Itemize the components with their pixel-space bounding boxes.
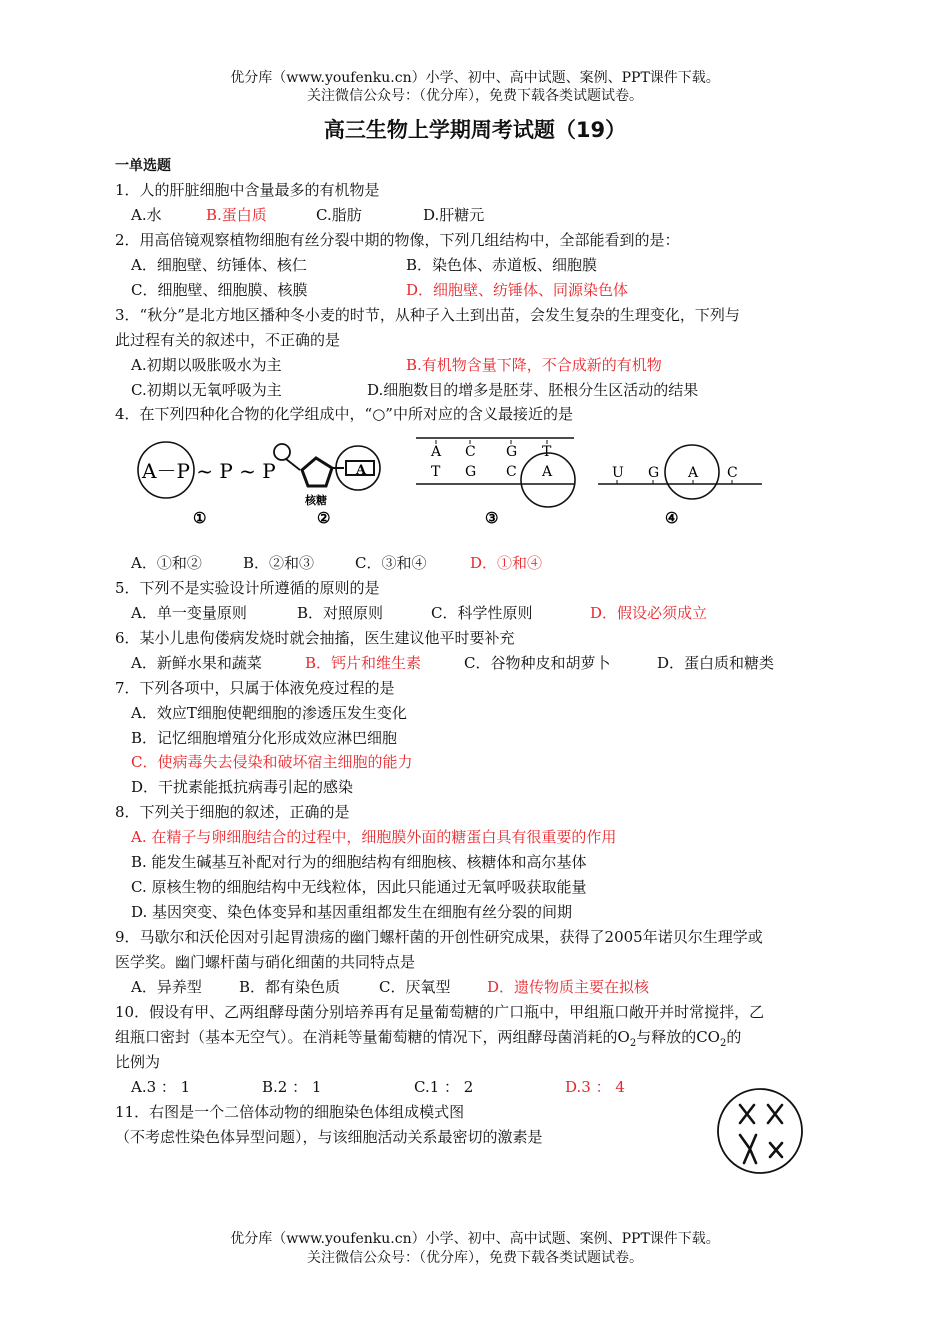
section-heading: 一单选题 [115,158,171,174]
q4-option-a: A．①和② [131,554,202,572]
svg-text:A: A [688,465,699,481]
q2-option-a: A．细胞壁、纺锤体、核仁 [131,256,307,274]
q4-stem: 4．在下列四种化合物的化学组成中，“○”中所对应的含义最接近的是 [115,405,573,423]
header-line-1: 优分库（www.youfenku.cn）小学、初中、高中试题、案例、PPT课件下载。 [230,70,720,86]
q3-option-d: D.细胞数目的增多是胚芽、胚根分生区活动的结果 [367,381,699,399]
q2-stem: 2．用高倍镜观察植物细胞有丝分裂中期的物像，下列几组结构中，全部能看到的是： [115,231,680,249]
q8-option-b: B. 能发生碱基互补配对行为的细胞结构有细胞核、核糖体和高尔基体 [131,853,587,871]
svg-text:C: C [465,444,476,460]
q9-stem-line-1: 9．马歇尔和沃伦因对引起胃溃疡的幽门螺杆菌的开创性研究成果，获得了2005年诺贝尔生理学或 [115,928,763,946]
q1-option-a: A.水 [131,206,162,224]
q6-option-a: A．新鲜水果和蔬菜 [131,654,262,672]
q3-option-a: A.初期以吸胀吸水为主 [131,356,282,374]
q10-option-d-answer: D.3 ： 4 [565,1078,625,1096]
q6-option-d: D．蛋白质和糖类 [657,654,775,672]
svg-text:C: C [506,464,517,480]
q9-option-b: B．都有染色质 [239,978,341,996]
header-line-2: 关注微信公众号：（优分库），免费下载各类试题试卷。 [307,88,643,104]
q10-option-b: B.2 ： 1 [262,1078,322,1096]
footer-line-2: 关注微信公众号：（优分库），免费下载各类试题试卷。 [307,1250,643,1266]
q11-stem-line-1: 11．右图是一个二倍体动物的细胞染色体组成模式图 [115,1103,465,1121]
q8-stem: 8．下列关于细胞的叙述，正确的是 [115,803,350,821]
q6-stem: 6．某小儿患佝偻病发烧时就会抽搐，医生建议他平时要补充 [115,629,515,647]
q8-option-a-answer: A. 在精子与卵细胞结合的过程中，细胞膜外面的糖蛋白具有很重要的作用 [131,828,617,846]
figure-1-label: A－P ~ P ~ P [142,459,276,483]
figure-2-number: ② [317,509,331,527]
q1-option-c: C.脂肪 [316,206,362,224]
figure-4-rna [598,445,762,527]
cell-chromosome-figure [714,1087,806,1175]
svg-text:U: U [612,465,624,481]
q2-option-d-answer: D．细胞壁、纺锤体、同源染色体 [406,281,629,299]
q10-option-c: C.1 ： 2 [414,1078,474,1096]
q11-stem-line-2: （不考虑性染色体异型问题），与该细胞活动关系最密切的激素是 [115,1128,543,1146]
figure-1-atp [138,442,276,527]
svg-text:G: G [506,444,518,460]
q10-stem-line-3: 比例为 [115,1053,161,1071]
page-title: 高三生物上学期周考试题（19） [323,118,627,142]
svg-text:C: C [727,465,738,481]
svg-text:G: G [648,465,660,481]
q4-option-b: B．②和③ [243,554,315,572]
q9-option-a: A．异养型 [131,978,202,996]
q2-option-b: B．染色体、赤道板、细胞膜 [406,256,598,274]
q9-option-c: C．厌氧型 [379,978,451,996]
q6-option-b-answer: B．钙片和维生素 [305,654,422,672]
figure-3-dna [416,438,575,527]
svg-text:A: A [542,464,553,480]
q10-option-a: A.3 ： 1 [131,1078,191,1096]
figure-3-number: ③ [485,509,499,527]
q6-option-c: C．谷物种皮和胡萝卜 [464,654,611,672]
q1-option-b-answer: B.蛋白质 [206,206,267,224]
q1-stem: 1．人的肝脏细胞中含量最多的有机物是 [115,181,380,199]
q7-option-a: A．效应T细胞使靶细胞的渗透压发生变化 [131,704,407,722]
q9-option-d-answer: D．遗传物质主要在拟核 [487,978,650,996]
q4-option-c: C．③和④ [355,554,427,572]
figure-2-base: A [356,463,367,478]
q8-option-d: D. 基因突变、染色体变异和基因重组都发生在细胞有丝分裂的间期 [131,903,573,921]
svg-text:T: T [431,464,441,480]
q3-option-c: C.初期以无氧呼吸为主 [131,381,282,399]
q4-figure [120,430,800,530]
q7-option-c-answer: C．使病毒失去侵染和破坏宿主细胞的能力 [131,753,413,771]
q4-option-d-answer: D．①和④ [470,554,543,572]
footer-line-1: 优分库（www.youfenku.cn）小学、初中、高中试题、案例、PPT课件下载。 [230,1231,720,1247]
figure-4-number: ④ [665,509,679,527]
q3-option-b-answer: B.有机物含量下降，不合成新的有机物 [406,356,662,374]
q10-stem-line-1: 10．假设有甲、乙两组酵母菌分别培养再有足量葡萄糖的广口瓶中，甲组瓶口敞开并时常搅拌，乙 [115,1003,765,1021]
q9-stem-line-2: 医学奖。幽门螺杆菌与硝化细菌的共同特点是 [115,953,416,971]
q5-stem: 5．下列不是实验设计所遵循的原则的是 [115,579,380,597]
q3-stem-line-1: 3．“秋分”是北方地区播种冬小麦的时节，从种子入土到出苗，会发生复杂的生理变化，下列与 [115,306,740,324]
q7-option-b: B．记忆细胞增殖分化形成效应淋巴细胞 [131,729,398,747]
figure-2-sugar-label: 核糖 [305,494,327,507]
q7-stem: 7．下列各项中，只属于体液免疫过程的是 [115,679,395,697]
q5-option-d-answer: D．假设必须成立 [590,604,708,622]
q2-option-c: C．细胞壁、细胞膜、核膜 [131,281,308,299]
svg-text:T: T [542,444,552,460]
figure-2-nucleotide [274,444,380,527]
svg-text:A: A [431,444,442,460]
svg-text:G: G [465,464,477,480]
q5-option-b: B．对照原则 [297,604,384,622]
figure-1-number: ① [193,509,207,527]
q1-option-d: D.肝糖元 [423,206,485,224]
q5-option-c: C．科学性原则 [431,604,533,622]
q10-stem-line-2: 组瓶口密封（基本无空气）。在消耗等量葡萄糖的情况下，两组酵母菌消耗的$O_2$与释放的$CO_2$的 [115,1028,742,1049]
q7-option-d: D．干扰素能抵抗病毒引起的感染 [131,778,354,796]
q8-option-c: C. 原核生物的细胞结构中无线粒体，因此只能通过无氧呼吸获取能量 [131,878,587,896]
q3-stem-line-2: 此过程有关的叙述中，不正确的是 [115,331,341,349]
q5-option-a: A．单一变量原则 [131,604,247,622]
